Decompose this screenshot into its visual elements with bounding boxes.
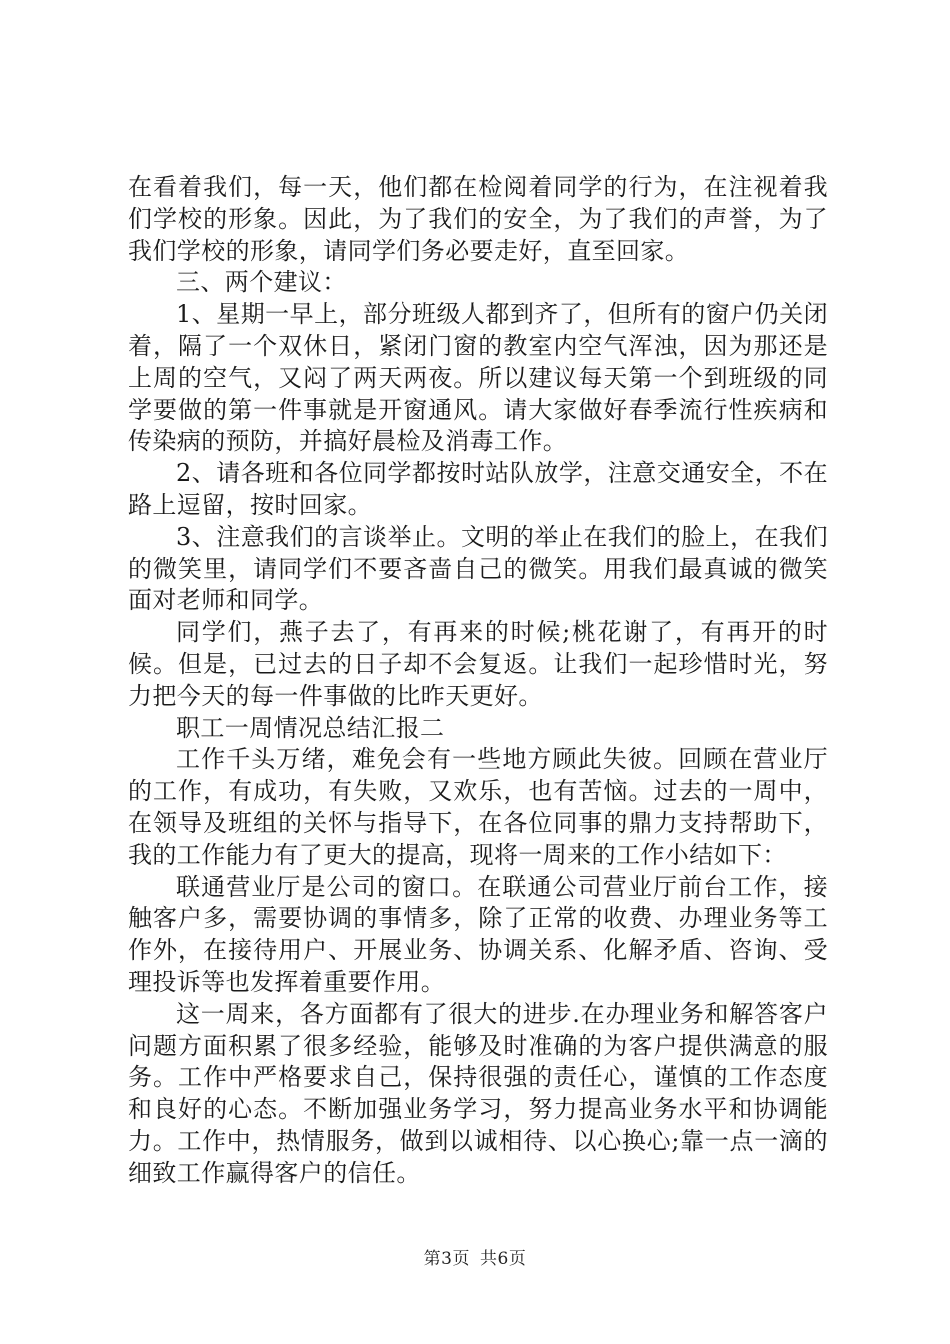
- suggestion-item-3: 3、注意我们的言谈举止。文明的举止在我们的脸上，在我们的微笑里，请同学们不要吝啬自己的微笑。用我们最真诚的微笑面对老师和同学。: [128, 522, 828, 615]
- report-title: 职工一周情况总结汇报二: [176, 713, 445, 742]
- suggestion-item-1: 1、星期一早上，部分班级人都到齐了，但所有的窗户仍关闭着，隔了一个双休日，紧闭门窗的教室内空气浑浊，因为那还是上周的空气，又闷了两天两夜。所以建议每天第一个到班级的同学要做的第一件事就是开窗通风。请大家做好春季流行性疾病和传染病的预防，并搞好晨检及消毒工作。: [128, 300, 828, 456]
- report-paragraph-progress: 这一周来，各方面都有了很大的进步.在办理业务和解答客户问题方面积累了很多经验，能够及时准确的为客户提供满意的服务。工作中严格要求自己，保持很强的责任心，谨慎的工作态度和良好的心态。不断加强业务学习，努力提高业务水平和协调能力。工作中，热情服务，做到以诚相待、以心换心;靠一点一滴的细致工作赢得客户的信任。: [128, 999, 828, 1187]
- report-intro-paragraph: 工作千头万绪，难免会有一些地方顾此失彼。回顾在营业厅的工作，有成功，有失败，又欢乐，也有苦恼。过去的一周中，在领导及班组的关怀与指导下，在各位同事的鼎力支持帮助下，我的工作能力有了更大的提高，现将一周来的工作小结如下：: [128, 745, 828, 869]
- section-heading-suggestions: 三、两个建议：: [176, 268, 347, 297]
- closing-paragraph: 同学们，燕子去了，有再来的时候;桃花谢了，有再开的时候。但是，已过去的日子却不会复返。让我们一起珍惜时光，努力把今天的每一件事做的比昨天更好。: [128, 618, 828, 710]
- paragraph-continuation: 在看着我们，每一天，他们都在检阅着同学的行为，在注视着我们学校的形象。因此，为了我们的安全，为了我们的声誉，为了我们学校的形象，请同学们务必要走好，直至回家。: [128, 173, 828, 265]
- page-total: 共6页: [480, 1249, 527, 1269]
- page-number: 第3页: [423, 1249, 470, 1269]
- suggestion-item-2: 2、请各班和各位同学都按时站队放学，注意交通安全，不在路上逗留，按时回家。: [128, 459, 828, 519]
- report-paragraph-hall: 联通营业厅是公司的窗口。在联通公司营业厅前台工作，接触客户多，需要协调的事情多，除了正常的收费、办理业务等工作外，在接待用户、开展业务、协调关系、化解矛盾、咨询、受理投诉等也发挥着重要作用。: [128, 872, 828, 996]
- document-body: [128, 172, 828, 1190]
- page-footer: [0, 1244, 950, 1269]
